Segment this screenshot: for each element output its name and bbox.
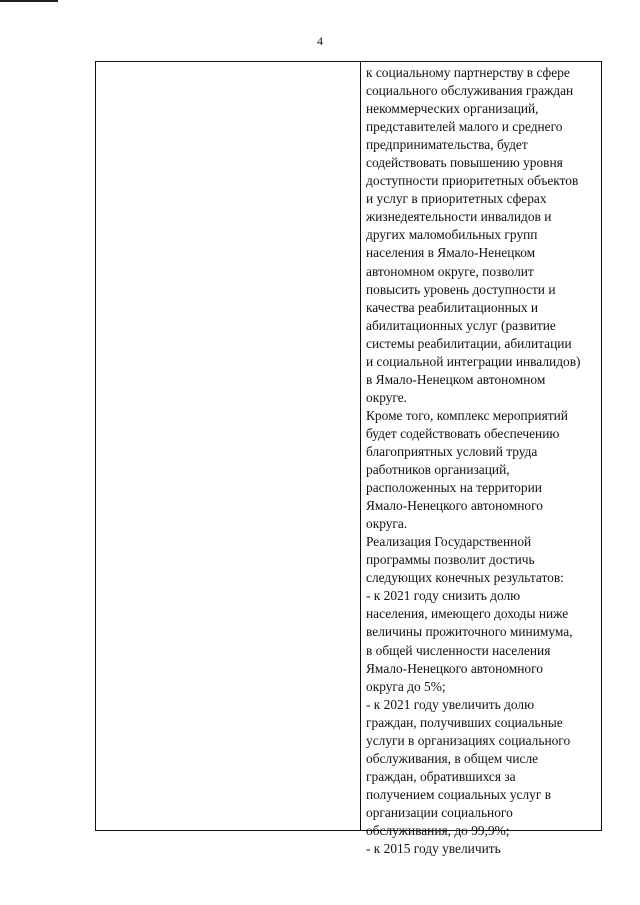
text-line: социального обслуживания граждан bbox=[366, 83, 574, 99]
text-line: следующих конечных результатов: bbox=[366, 570, 564, 586]
table-column-divider bbox=[360, 62, 361, 830]
text-line: некоммерческих организаций, bbox=[366, 101, 539, 117]
text-line: населения в Ямало-Ненецком bbox=[366, 245, 536, 261]
text-line: Ямало-Ненецкого автономного bbox=[366, 498, 543, 514]
text-line: жизнедеятельности инвалидов и bbox=[366, 209, 552, 225]
text-line: округе. bbox=[366, 389, 408, 405]
text-line: обслуживания, до 99,9%; bbox=[366, 822, 510, 838]
text-line: - к 2021 году увеличить долю bbox=[366, 696, 535, 712]
corner-scan-mark bbox=[0, 0, 58, 2]
text-line: и социальной интеграции инвалидов) bbox=[366, 353, 581, 369]
text-line: предпринимательства, будет bbox=[366, 137, 528, 153]
text-line: к социальному партнерству в сфере bbox=[366, 65, 570, 80]
text-line: качества реабилитационных и bbox=[366, 299, 539, 315]
text-line: автономном округе, позволит bbox=[366, 263, 534, 279]
text-line: других маломобильных групп bbox=[366, 227, 538, 243]
text-line: населения, имеющего доходы ниже bbox=[366, 606, 569, 622]
text-line: организации социального bbox=[366, 804, 513, 820]
text-line: в Ямало-Ненецком автономном bbox=[366, 371, 546, 387]
text-line: Ямало-Ненецкого автономного bbox=[366, 660, 543, 676]
text-line: программы позволит достичь bbox=[366, 552, 535, 568]
text-line: будет содействовать обеспечению bbox=[366, 425, 560, 441]
text-line: - к 2021 году снизить долю bbox=[366, 588, 521, 604]
text-line: благоприятных условий труда bbox=[366, 443, 538, 459]
page-number: 4 bbox=[317, 34, 323, 48]
right-table-cell bbox=[366, 64, 602, 858]
text-line: округа до 5%; bbox=[366, 678, 446, 694]
text-line: величины прожиточного минимума, bbox=[366, 624, 573, 640]
text-line: расположенных на территории bbox=[366, 480, 542, 496]
text-line: доступности приоритетных объектов bbox=[366, 173, 579, 189]
text-line: повысить уровень доступности и bbox=[366, 281, 556, 297]
text-line: системы реабилитации, абилитации bbox=[366, 335, 572, 351]
text-line: услуги в организациях социального bbox=[366, 732, 571, 748]
text-line: Кроме того, комплекс мероприятий bbox=[366, 407, 568, 423]
text-line: абилитационных услуг (развитие bbox=[366, 317, 556, 333]
text-line: граждан, получивших социальные bbox=[366, 714, 563, 730]
left-table-cell bbox=[96, 62, 360, 830]
text-line: работников организаций, bbox=[366, 462, 510, 478]
text-line: содействовать повышению уровня bbox=[366, 155, 563, 171]
text-line: - к 2015 году увеличить bbox=[366, 841, 501, 857]
text-line: получением социальных услуг в bbox=[366, 786, 552, 802]
document-table bbox=[95, 61, 602, 857]
text-line: представителей малого и среднего bbox=[366, 119, 563, 135]
text-line: и услуг в приоритетных сферах bbox=[366, 191, 547, 207]
text-line: обслуживания, в общем числе bbox=[366, 750, 539, 766]
text-line: округа. bbox=[366, 516, 408, 532]
text-line: в общей численности населения bbox=[366, 642, 551, 658]
text-line: Реализация Государственной bbox=[366, 534, 532, 550]
text-line: граждан, обратившихся за bbox=[366, 768, 516, 784]
